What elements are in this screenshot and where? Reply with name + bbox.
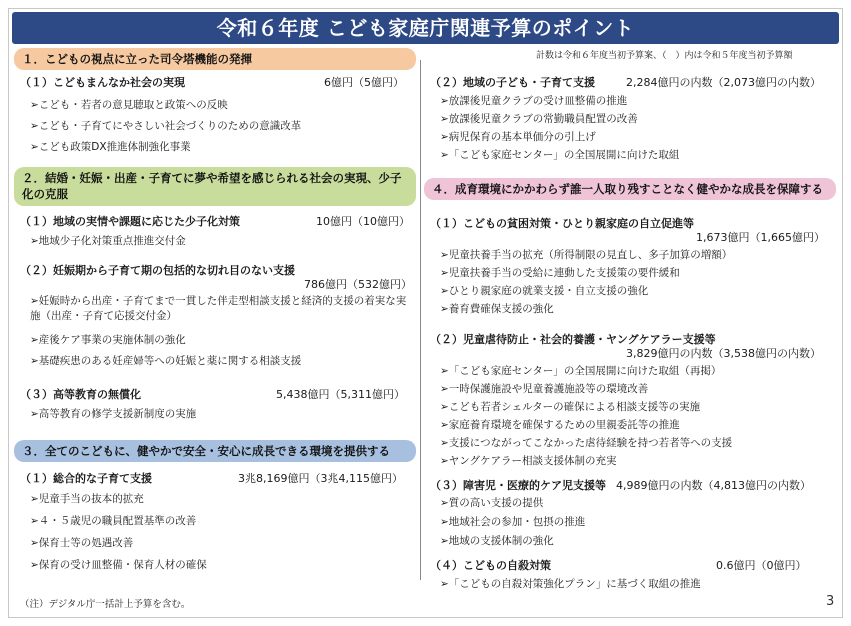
list-item: ➢「こどもの自殺対策強化プラン」に基づく取組の推進 [440, 578, 701, 590]
list-item: ➢養育費確保支援の強化 [440, 303, 554, 315]
s4-sub2-heading: （２）児童虐待防止・社会的養護・ヤングケアラー支援等 [430, 333, 716, 346]
list-item: ➢児童扶養手当の受給に連動した支援策の要件緩和 [440, 267, 680, 279]
list-item: ➢放課後児童クラブの受け皿整備の推進 [440, 95, 628, 107]
s2-sub1-amount: 10億円（10億円） [316, 215, 410, 228]
s2-sub2-heading: （２）妊娠期から子育て期の包括的な切れ目のない支援 [20, 264, 295, 277]
list-item: ➢産後ケア事業の実施体制の強化 [30, 334, 186, 346]
list-item: ➢質の高い支援の提供 [440, 497, 544, 509]
list-item: ➢こども・子育てにやさしい社会づくりのための意識改革 [30, 120, 302, 132]
s4-sub4-amount: 0.6億円（0億円） [716, 559, 807, 572]
list-item: ➢支援につながってこなかった虐待経験を持つ若者等への支援 [440, 437, 733, 449]
s1-sub1-amount: 6億円（5億円） [324, 76, 404, 89]
s2-sub3-heading: （３）高等教育の無償化 [20, 388, 141, 401]
list-item: ➢「こども家庭センター」の全国展開に向けた取組（再掲） [440, 365, 722, 377]
s4-sub1-amount: 1,673億円（1,665億円） [696, 231, 825, 244]
list-item: ➢妊娠時から出産・子育てまで一貫した伴走型相談支援と経済的支援の着実な実施（出産・子育て応援交付金） [30, 295, 407, 322]
list-item: ➢放課後児童クラブの常勤職員配置の改善 [440, 113, 638, 125]
s3-sub2-heading: （２）地域の子ども・子育て支援 [430, 76, 595, 89]
page-number: 3 [826, 594, 835, 609]
list-item: ➢ひとり親家庭の就業支援・自立支援の強化 [440, 285, 649, 297]
s1-sub1-heading: （１）こどもまんなか社会の実現 [20, 76, 185, 89]
s2-sub3-amount: 5,438億円（5,311億円） [276, 388, 405, 401]
section-1-header: １．こどもの視点に立った司令塔機能の発揮 [14, 48, 416, 70]
list-item: ➢４・５歳児の職員配置基準の改善 [30, 515, 197, 527]
budget-note: 計数は令和６年度当初予算案、（ ）内は令和５年度当初予算額 [536, 51, 793, 61]
page-title: 令和６年度 こども家庭庁関連予算のポイント [12, 12, 839, 44]
list-item: ➢地域社会の参加・包摂の推進 [440, 516, 586, 528]
list-item: ➢地域少子化対策重点推進交付金 [30, 235, 186, 247]
list-item: ➢基礎疾患のある妊産婦等への妊娠と薬に関する相談支援 [30, 355, 302, 367]
list-item: ➢こども若者シェルターの確保による相談支援等の実施 [440, 401, 701, 413]
list-item: ➢児童手当の抜本的拡充 [30, 493, 144, 505]
s2-sub2-amount: 786億円（532億円） [304, 278, 412, 291]
list-item: ➢ヤングケアラー相談支援体制の充実 [440, 455, 617, 467]
section-2-header: ２．結婚・妊娠・出産・子育てに夢や希望を感じられる社会の実現、少子化の克服 [14, 167, 416, 206]
s4-sub1-heading: （１）こどもの貧困対策・ひとり親家庭の自立促進等 [430, 217, 694, 230]
list-item: ➢家庭養育環境を確保するための里親委託等の推進 [440, 419, 680, 431]
section-4-header: ４．成育環境にかかわらず誰一人取り残すことなく健やかな成長を保障する [424, 178, 836, 200]
s3-sub1-heading: （１）総合的な子育て支援 [20, 472, 152, 485]
s4-sub3-amount: 4,989億円の内数（4,813億円の内数） [616, 479, 811, 492]
s4-sub4-heading: （４）こどもの自殺対策 [430, 559, 551, 572]
list-item: ➢高等教育の修学支援新制度の実施 [30, 408, 197, 420]
list-item: ➢児童扶養手当の拡充（所得制限の見直し、多子加算の増額） [440, 249, 733, 261]
s4-sub3-heading: （３）障害児・医療的ケア児支援等 [430, 479, 606, 492]
list-item: ➢こども・若者の意見聴取と政策への反映 [30, 99, 228, 111]
list-item: ➢保育の受け皿整備・保育人材の確保 [30, 559, 207, 571]
list-item: ➢地域の支援体制の強化 [440, 535, 554, 547]
s3-sub1-amount: 3兆8,169億円（3兆4,115億円） [238, 472, 403, 485]
footnote: （注）デジタル庁一括計上予算を含む。 [20, 599, 191, 610]
section-3-header: ３．全てのこどもに、健やかで安全・安心に成長できる環境を提供する [14, 440, 416, 462]
list-item: ➢一時保護施設や児童養護施設等の環境改善 [440, 383, 649, 395]
list-item: ➢「こども家庭センター」の全国展開に向けた取組 [440, 149, 680, 161]
s3-sub2-amount: 2,284億円の内数（2,073億円の内数） [626, 76, 821, 89]
column-divider [420, 60, 421, 580]
list-item: ➢病児保育の基本単価分の引上げ [440, 131, 596, 143]
s4-sub2-amount: 3,829億円の内数（3,538億円の内数） [626, 347, 821, 360]
s2-sub1-heading: （１）地域の実情や課題に応じた少子化対策 [20, 215, 240, 228]
list-item: ➢保育士等の処遇改善 [30, 537, 134, 549]
list-item: ➢こども政策DX推進体制強化事業 [30, 141, 191, 153]
